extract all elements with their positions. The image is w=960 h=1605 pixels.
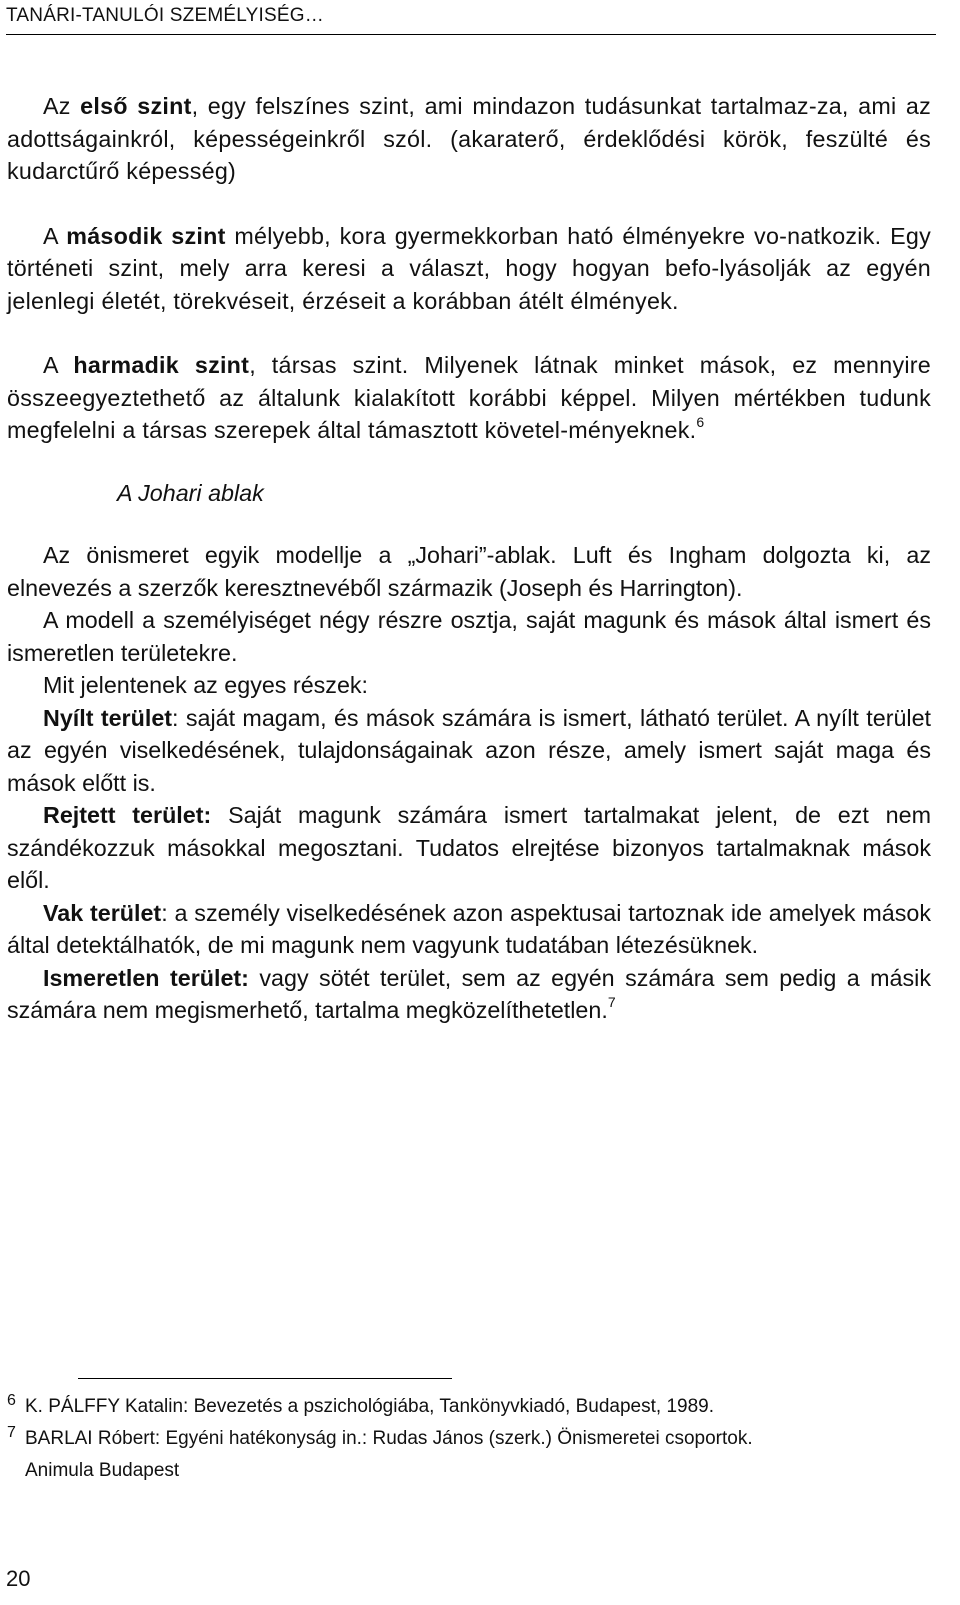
paragraph-parts-intro: Mit jelentenek az egyes részek: xyxy=(43,672,369,698)
paragraph-second-level xyxy=(7,220,931,318)
body-text xyxy=(7,90,931,1027)
term-open-area: Nyílt terület xyxy=(43,704,173,731)
footnote-number: 6 xyxy=(7,1392,16,1409)
paragraph-unknown-area xyxy=(7,962,931,1027)
term-hidden-area: Rejtett terület: xyxy=(43,802,212,828)
text: A xyxy=(43,352,74,378)
page-number: 20 xyxy=(6,1566,31,1591)
text: mélyebb, kora gyermekkorban ható élményekre vo-natkozik. Egy történeti szint, mely arra keresi a választ, hogy hogyan befo-lyásolják az egyén jelenlegi életét, törekvéseit, érzéseit a korábban átélt élmények. xyxy=(7,222,931,314)
paragraph-johari-intro: Az önismeret egyik modellje a „Johari”-ablak. Luft és Ingham dolgozta ki, az elnevezés a szerzők keresztnevéből származik (Joseph és Harrington). xyxy=(7,542,931,601)
paragraph-first-level xyxy=(7,90,931,188)
text: Az xyxy=(43,93,81,119)
footnote-7 xyxy=(7,1424,753,1454)
paragraph-third-level xyxy=(7,349,931,447)
footnote-ref-7: 7 xyxy=(607,994,616,1010)
term-second-level: második szint xyxy=(66,222,226,249)
term-blind-area: Vak terület xyxy=(43,899,162,926)
text: : saját magam, és mások számára is ismert, látható terület. A nyílt terület az egyén viselkedésének, tulajdonságainak azon része, amely ismert saját maga és mások előtt is. xyxy=(7,704,932,796)
running-header: TANÁRI-TANULÓI SZEMÉLYISÉG… xyxy=(6,4,936,35)
text: A xyxy=(43,222,67,249)
text: , egy felszínes szint, ami mindazon tudásunkat tartalmaz-za, ami az adottságainkról, képességeinkről szól. (akaraterő, érdeklődési körök, feszülté és kudarctűrő képesség) xyxy=(7,93,931,184)
footnote-divider xyxy=(78,1378,452,1379)
paragraph-blind-area xyxy=(7,897,931,962)
footnote-text: BARLAI Róbert: Egyéni hatékonyság in.: Rudas János (szerk.) Önismeretei csoportok. xyxy=(25,1428,753,1449)
text: : a személy viselkedésének azon aspektusai tartoznak ide amelyek mások által detektálhatók, de mi magunk nem vagyunk tudatában létezésüknek. xyxy=(7,899,931,958)
paragraph-hidden-area xyxy=(7,799,931,897)
footnote-number: 7 xyxy=(7,1424,16,1441)
term-first-level: első szint xyxy=(80,93,192,119)
text: , társas szint. Milyenek látnak minket mások, ez mennyire összeegyeztethető az általunk kialakított korábbi képpel. Milyen mértékben tudunk megfelelni a társas szerepek által támasztott követel-ményeknek. xyxy=(7,352,931,443)
text: vagy sötét terület, sem az egyén számára sem pedig a másik számára nem megismerhető, tartalma megközelíthetetlen. xyxy=(7,964,931,1023)
footnote-7-continuation: Animula Budapest xyxy=(25,1460,180,1481)
footnote-6 xyxy=(7,1392,714,1422)
paragraph-open-area xyxy=(7,702,931,800)
footnote-ref-6: 6 xyxy=(696,414,705,430)
paragraph-model: A modell a személyiséget négy részre osztja, saját magunk és mások által ismert és ismeretlen területekre. xyxy=(7,607,931,666)
section-subheading: A Johari ablak xyxy=(117,479,264,506)
footnote-text: K. PÁLFFY Katalin: Bevezetés a pszichológiába, Tankönyvkiadó, Budapest, 1989. xyxy=(25,1396,715,1417)
term-unknown-area: Ismeretlen terület: xyxy=(43,964,249,991)
term-third-level: harmadik szint xyxy=(73,352,250,378)
text: Saját magunk számára ismert tartalmakat jelent, de ezt nem szándékozzuk másokkal megosztani. Tudatos elrejtése bizonyos tartalmaknak mások elől. xyxy=(7,802,931,893)
